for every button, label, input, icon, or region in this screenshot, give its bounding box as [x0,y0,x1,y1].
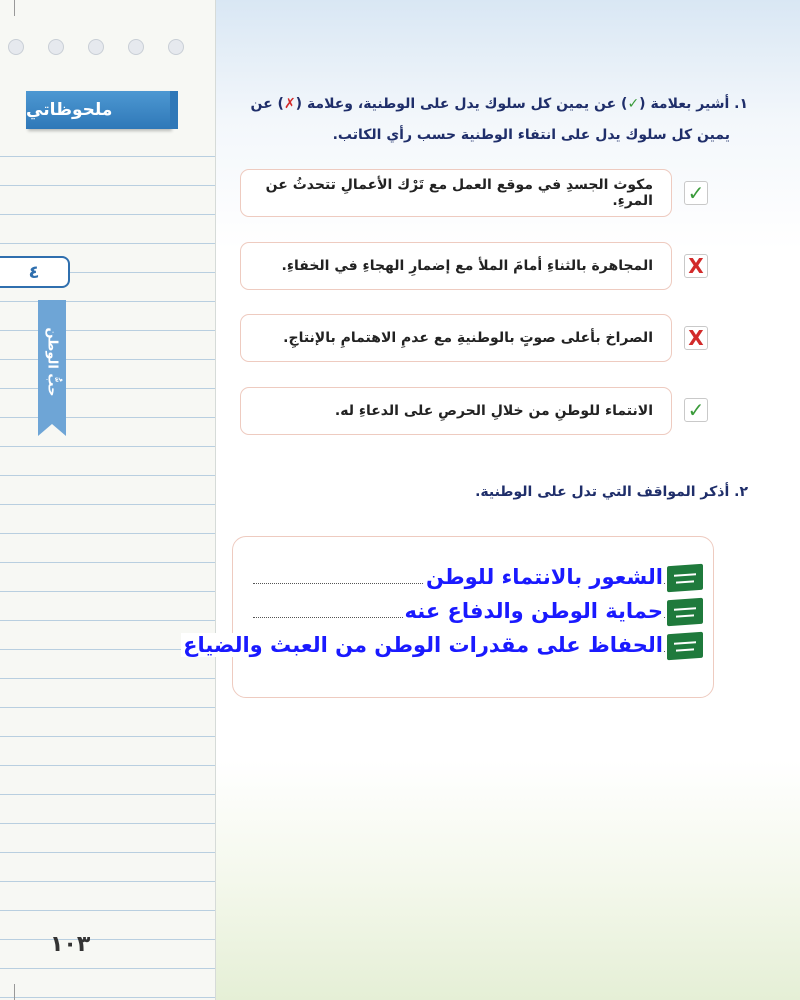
q1-middle: ) عن يمين كل سلوك يدل على الوطنية، وعلامة ( [295,96,628,112]
crop-mark [14,984,15,1000]
statement-card [240,387,672,435]
notes-label-text: ملحوظاتي [26,100,113,120]
statement-text: الصراخ بأعلى صوتٍ بالوطنيةِ مع عدمِ الاهتمامِ بالإنتاجِ. [283,330,653,346]
check-mark-icon: ✓ [687,398,705,422]
ribbon-notch [38,424,66,436]
question-2: ٢. أذكر المواقف التي تدل على الوطنية. [475,484,748,500]
notes-label-tail [170,91,178,129]
x-mark-icon: X [688,326,704,350]
x-mark-icon: ✗ [283,96,296,112]
answer-line[interactable] [253,595,703,625]
answer-checkbox[interactable] [684,254,708,278]
statement-card [240,314,672,362]
answer-line[interactable] [183,629,703,659]
check-mark-icon: ✓ [627,96,640,112]
statement-text: المجاهرة بالثناءِ أمامَ الملأ مع إضمارِ الهجاءِ في الخفاءِ. [281,258,653,274]
statement-text: مكوث الجسدِ في موقع العمل مع تَرْك الأعمالِ تتحدثُ عن المرءِ. [265,177,653,209]
binder-hole [48,39,64,55]
binder-hole [88,39,104,55]
answer-text: الحفاظ على مقدرات الوطن من العبث والضياع [183,633,663,657]
unit-title-ribbon [38,300,66,424]
page-number: ١٠٣ [50,932,91,957]
unit-title: حبُّ الوطن [44,327,60,397]
crop-mark [14,0,15,16]
answer-box [183,536,714,698]
statement-card [240,242,672,290]
q1-suffix: ) عن [250,96,284,112]
answer-checkbox[interactable] [684,181,708,205]
worksheet-main [183,0,800,1000]
binder-hole [168,39,184,55]
statement-text: الانتماء للوطنِ من خلالِ الحرصِ على الدعاءِ له. [334,403,653,419]
question-1-line-1 [228,96,748,112]
unit-number: ٤ [28,261,40,283]
answer-checkbox[interactable] [684,326,708,350]
binder-hole [128,39,144,55]
saudi-flag-icon [667,564,703,593]
question-1-line-2: يمين كل سلوك يدل على انتفاء الوطنية حسب رأي الكاتب. [332,127,730,143]
saudi-flag-icon [667,632,703,661]
unit-number-badge [0,256,70,288]
notes-label [26,91,170,129]
answer-text: الشعور بالانتماء للوطن [425,565,663,589]
x-mark-icon: X [688,254,704,278]
notes-margin [0,0,216,1000]
binder-hole [8,39,24,55]
saudi-flag-icon [667,598,703,627]
answer-text: حماية الوطن والدفاع عنه [404,599,663,623]
statement-card [240,169,672,217]
answer-checkbox[interactable] [684,398,708,422]
answer-line[interactable] [253,561,703,591]
check-mark-icon: ✓ [687,181,705,205]
q1-prefix: ١. أشير بعلامة ( [639,96,748,112]
